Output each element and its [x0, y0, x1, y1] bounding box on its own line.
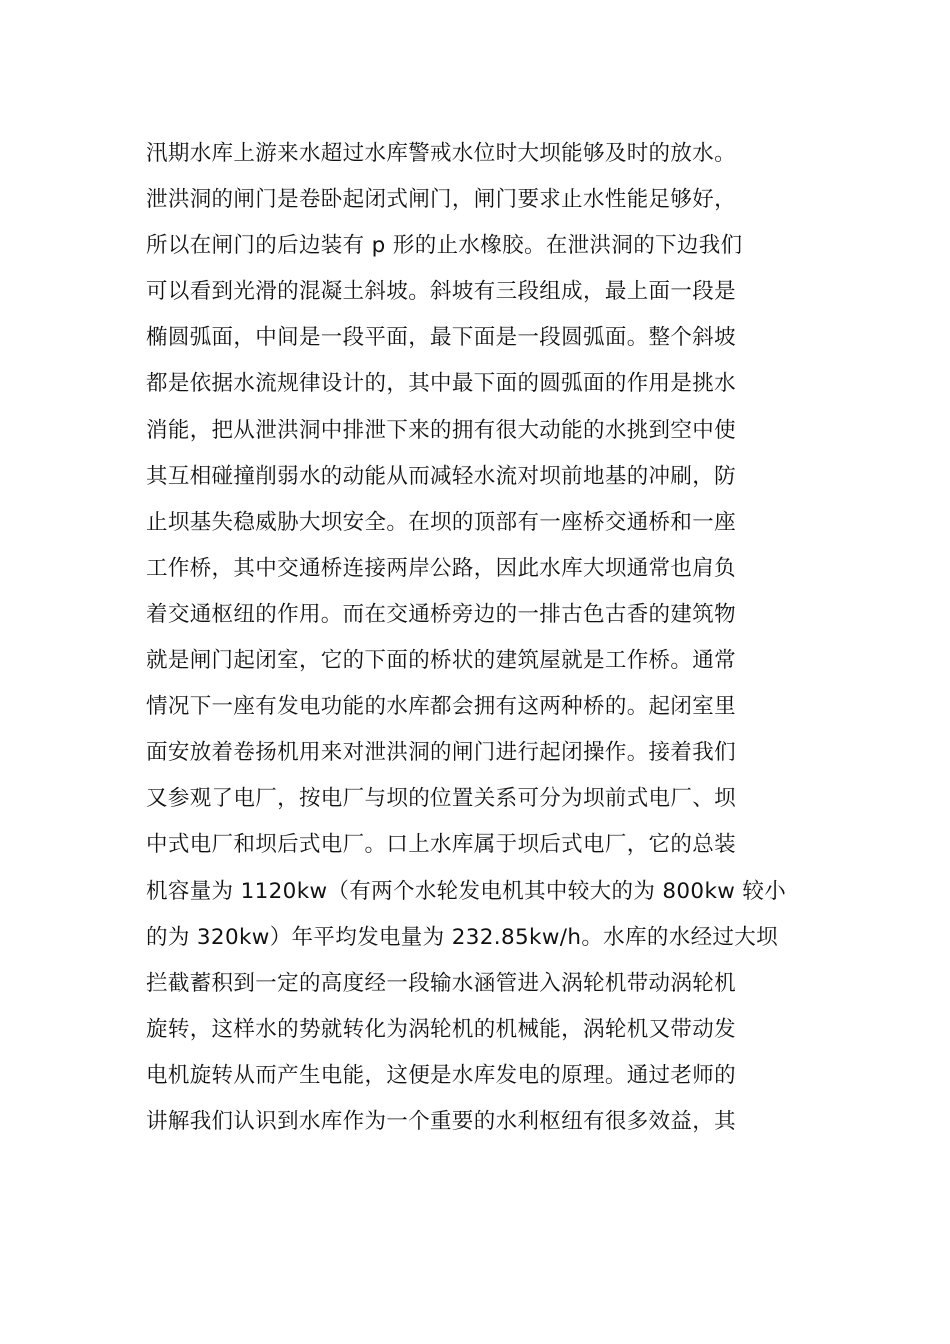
text-line: 泄洪洞的闸门是卷卧起闭式闸门，闸门要求止水性能足够好， — [146, 187, 736, 213]
text-line: 机容量为 1120kw（有两个水轮发电机其中较大的为 800kw 较小 — [146, 878, 787, 904]
text-line: 工作桥，其中交通桥连接两岸公路，因此水库大坝通常也肩负 — [146, 555, 736, 581]
text-line: 可以看到光滑的混凝土斜坡。斜坡有三段组成，最上面一段是 — [146, 279, 736, 305]
text-line: 就是闸门起闭室，它的下面的桥状的建筑屋就是工作桥。通常 — [146, 648, 736, 674]
text-line: 的为 320kw）年平均发电量为 232.85kw/h。水库的水经过大坝 — [146, 924, 778, 950]
text-line: 着交通枢纽的作用。而在交通桥旁边的一排古色古香的建筑物 — [146, 601, 736, 627]
text-line: 电机旋转从而产生电能，这便是水库发电的原理。通过老师的 — [146, 1062, 736, 1088]
text-line: 讲解我们认识到水库作为一个重要的水利枢纽有很多效益，其 — [146, 1108, 736, 1134]
text-line: 又参观了电厂，按电厂与坝的位置关系可分为坝前式电厂、坝 — [146, 786, 736, 812]
text-line: 汛期水库上游来水超过水库警戒水位时大坝能够及时的放水。 — [146, 141, 736, 166]
text-line: 所以在闸门的后边装有 p 形的止水橡胶。在泄洪洞的下边我们 — [146, 233, 743, 259]
text-line: 情况下一座有发电功能的水库都会拥有这两种桥的。起闭室里 — [146, 694, 736, 720]
text-line: 其互相碰撞削弱水的动能从而减轻水流对坝前地基的冲刷，防 — [146, 463, 736, 489]
text-line: 消能，把从泄洪洞中排泄下来的拥有很大动能的水挑到空中使 — [146, 417, 736, 443]
text-line: 旋转，这样水的势就转化为涡轮机的机械能，涡轮机又带动发 — [146, 1016, 736, 1042]
text-line: 中式电厂和坝后式电厂。口上水库属于坝后式电厂，它的总装 — [146, 832, 736, 858]
text-line: 椭圆弧面，中间是一段平面，最下面是一段圆弧面。整个斜坡 — [146, 325, 736, 351]
text-line: 面安放着卷扬机用来对泄洪洞的闸门进行起闭操作。接着我们 — [146, 740, 736, 766]
body-paragraph — [146, 131, 816, 1145]
text-line: 拦截蓄积到一定的高度经一段输水涵管进入涡轮机带动涡轮机 — [146, 970, 736, 996]
text-line: 都是依据水流规律设计的，其中最下面的圆弧面的作用是挑水 — [146, 371, 736, 397]
text-line: 止坝基失稳威胁大坝安全。在坝的顶部有一座桥交通桥和一座 — [146, 509, 736, 535]
